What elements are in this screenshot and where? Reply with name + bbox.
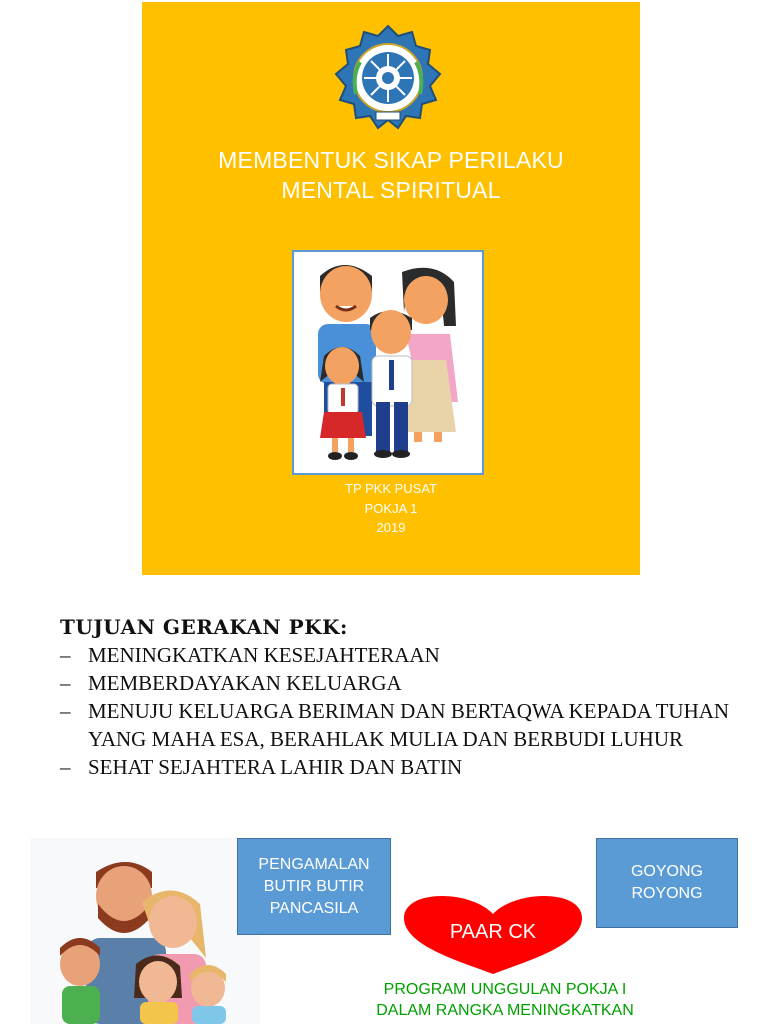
cover-title-line2: MENTAL SPIRITUAL	[281, 177, 501, 203]
goal-text: SEHAT SEJAHTERA LAHIR DAN BATIN	[88, 755, 463, 779]
pancasila-line3: PANCASILA	[269, 899, 359, 917]
goals-section	[60, 613, 750, 781]
family-cartoon	[30, 838, 260, 1024]
gotong-royong-line2: ROYONG	[631, 885, 703, 902]
goal-item	[60, 669, 750, 697]
cover-pokja: POKJA 1	[364, 501, 418, 516]
program-line1: PROGRAM UNGGULAN POKJA I	[383, 981, 627, 998]
goal-item	[60, 697, 750, 753]
family-icon	[294, 252, 482, 473]
goal-text: MEMBERDAYAKAN KELUARGA	[88, 671, 402, 695]
goal-text: MENINGKATKAN KESEJAHTERAAN	[88, 643, 440, 667]
cover-organization: TP PKK PUSAT	[345, 481, 437, 496]
family-illustration	[292, 250, 484, 475]
cover-page	[142, 2, 640, 575]
gotong-royong-box	[596, 838, 738, 928]
cover-title-line1: MEMBENTUK SIKAP PERILAKU	[218, 147, 564, 173]
pancasila-box	[237, 838, 391, 935]
cover-year: 2019	[376, 520, 406, 535]
program-line2: DALAM RANGKA MENINGKATKAN	[376, 1002, 634, 1019]
goals-heading: TUJUAN GERAKAN PKK:	[60, 615, 348, 639]
pancasila-line2: BUTIR BUTIR	[263, 877, 365, 895]
pkk-emblem-icon	[332, 24, 444, 130]
goal-bullet: –	[60, 699, 71, 723]
goal-bullet: –	[60, 755, 71, 779]
goal-bullet: –	[60, 671, 71, 695]
gotong-royong-line1: GOYONG	[630, 863, 703, 880]
heart-label: PAAR CK	[449, 921, 537, 943]
family-cartoon-icon	[30, 838, 260, 1024]
goal-bullet: –	[60, 643, 71, 667]
goal-item	[60, 641, 750, 669]
pancasila-line1: PENGAMALAN	[258, 855, 370, 873]
goal-text: MENUJU KELUARGA BERIMAN DAN BERTAQWA KEPADA TUHAN YANG MAHA ESA, BERAHLAK MULIA DAN BERBUDI LUHUR	[88, 699, 730, 751]
goal-item	[60, 753, 750, 781]
